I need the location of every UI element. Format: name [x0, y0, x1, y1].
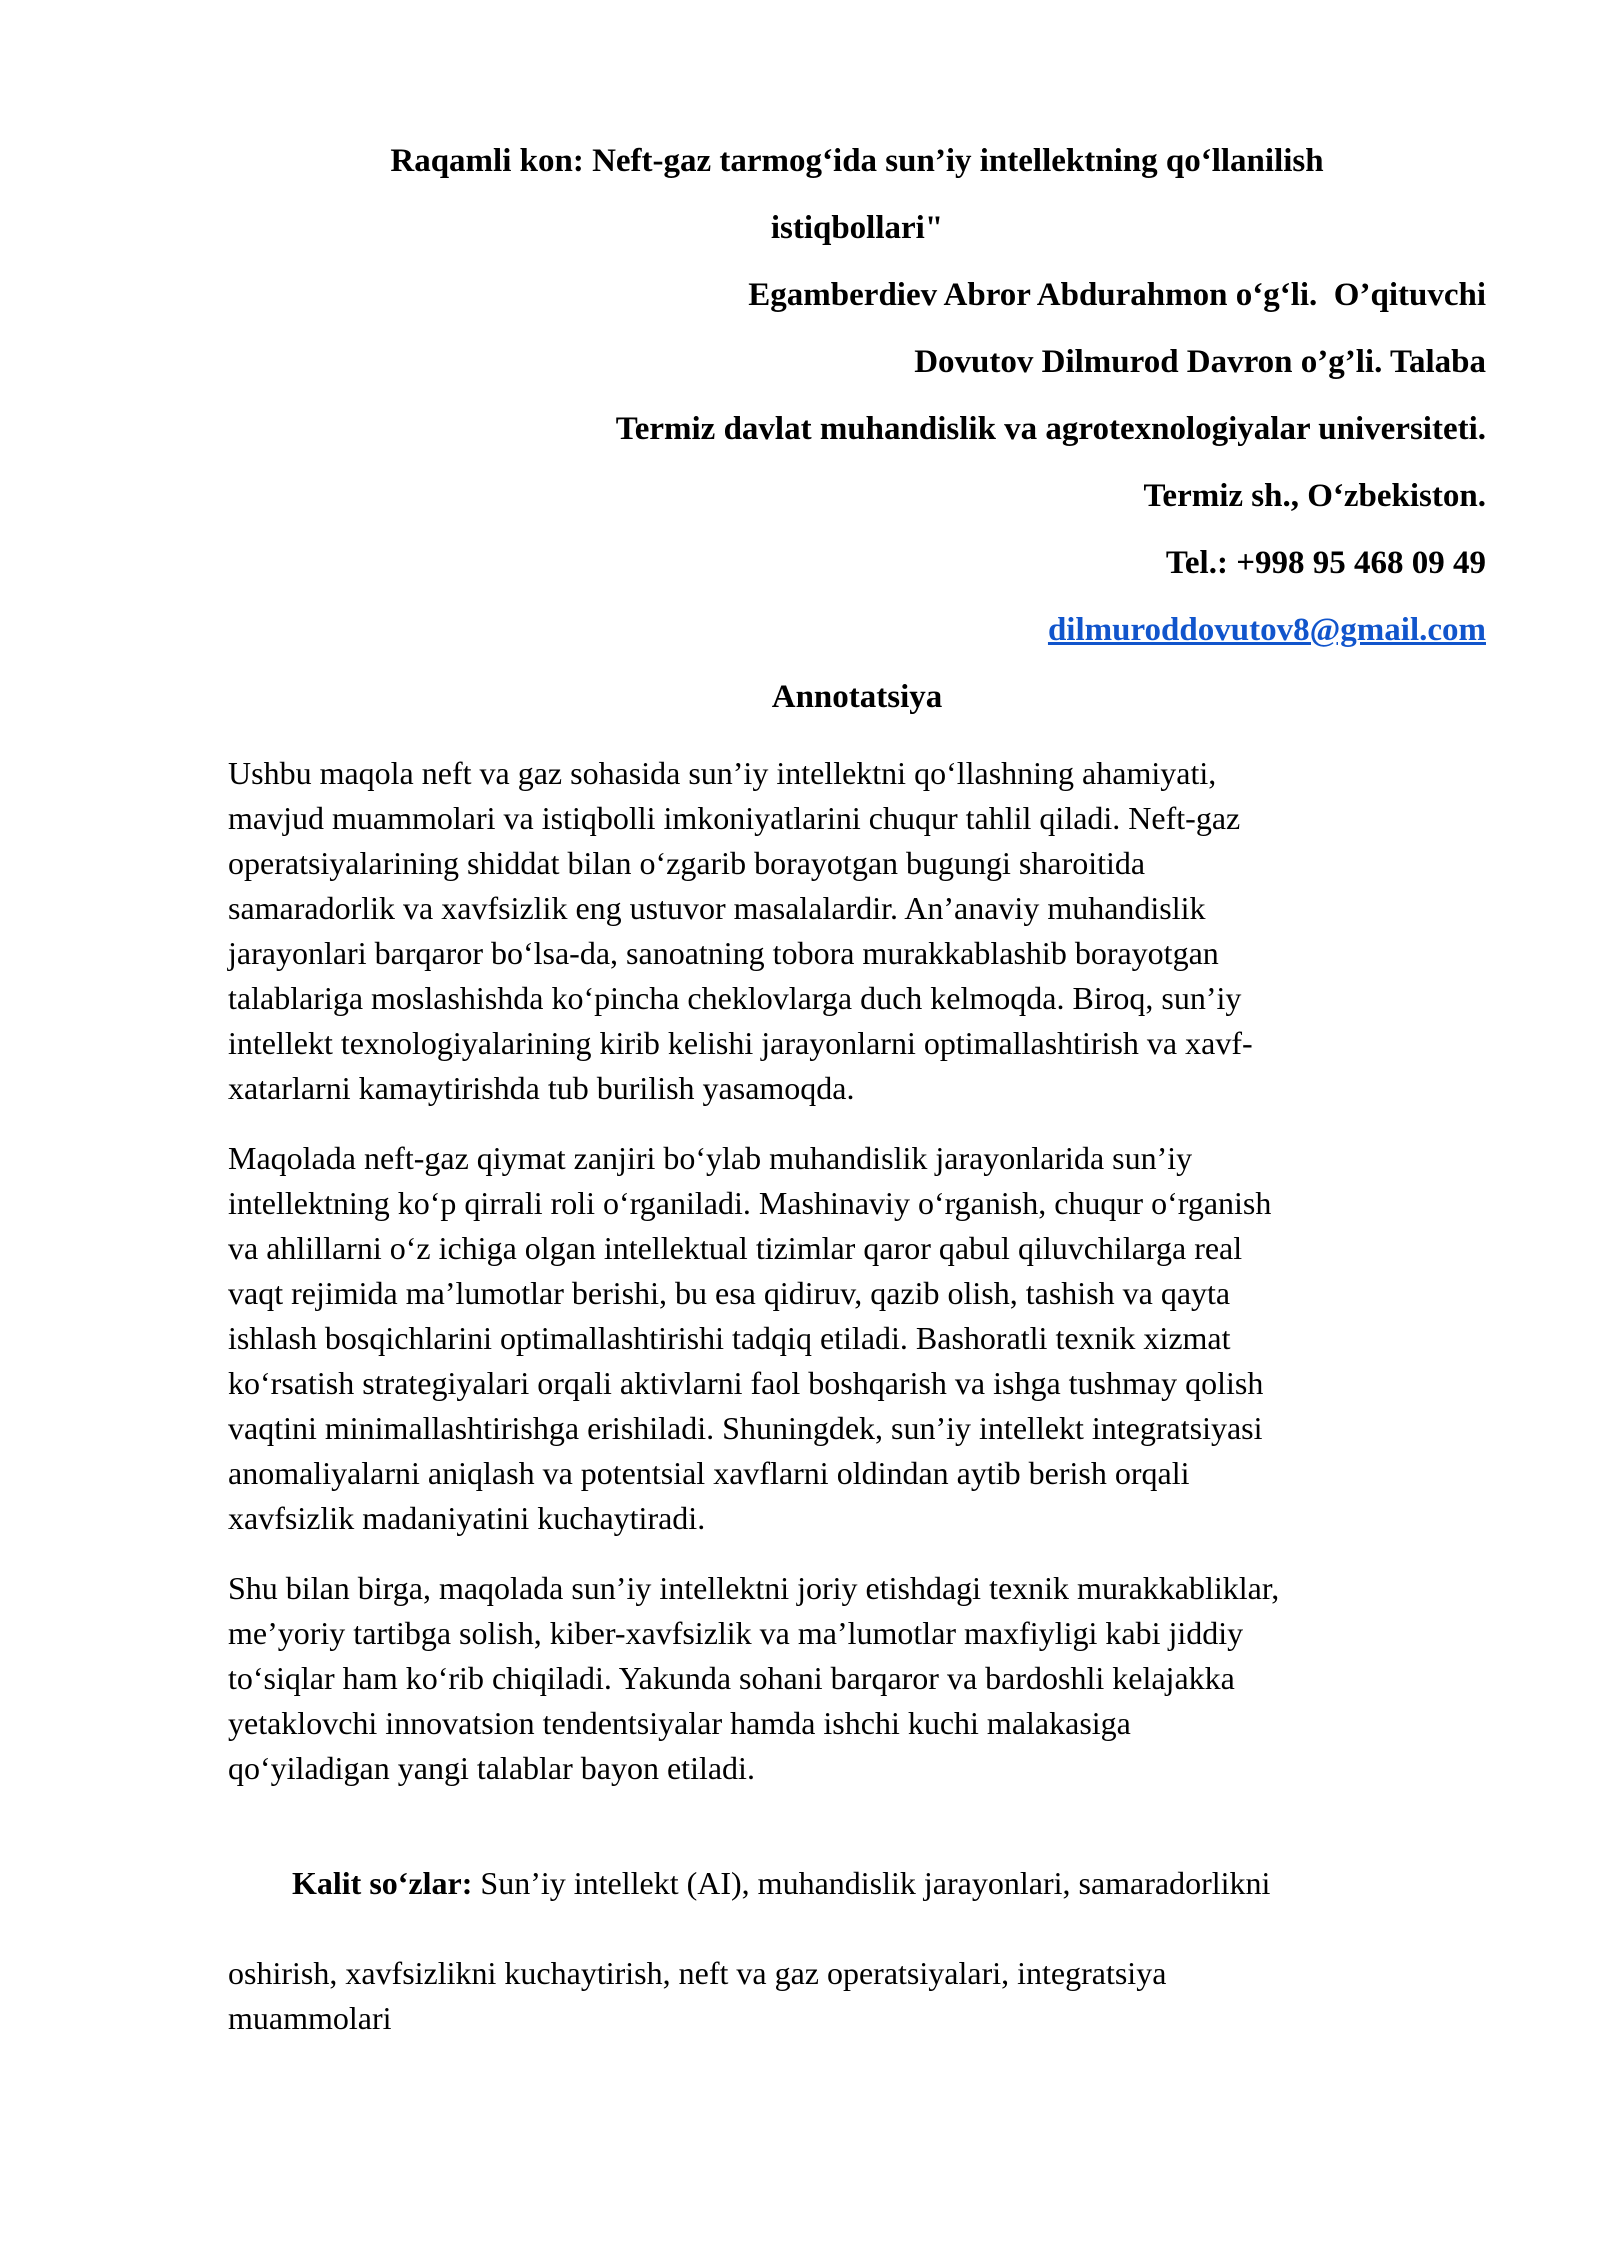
- keywords-paragraph: [228, 1816, 1486, 2041]
- text-line: Egamberdiev Abror Abdurahmon o‘g‘li. O’qituvchi: [748, 277, 1486, 313]
- keywords-rest-lines: [228, 1951, 1486, 2041]
- email-link[interactable]: dilmuroddovutov8@gmail.com: [1047, 612, 1486, 648]
- text-line: intellektning ko‘p qirrali roli o‘rganiladi. Mashinaviy o‘rganish, chuqur o‘rganish: [228, 1185, 1272, 1221]
- text-line: to‘siqlar ham ko‘rib chiqiladi. Yakunda sohani barqaror va bardoshli kelajakka: [228, 1660, 1235, 1696]
- text-line: Ushbu maqola neft va gaz sohasida sun’iy intellektni qo‘llashning ahamiyati,: [228, 755, 1217, 791]
- text-line: ishlash bosqichlarini optimallashtirishi tadqiq etiladi. Bashoratli texnik xizmat: [228, 1320, 1231, 1356]
- text-line: mavjud muammolari va istiqbolli imkoniyatlarini chuqur tahlil qiladi. Neft-gaz: [228, 800, 1241, 836]
- text-line: vaqtini minimallashtirishga erishiladi. Shuningdek, sun’iy intellekt integratsiyasi: [228, 1410, 1263, 1446]
- text-line: Termiz sh., O‘zbekiston.: [1143, 478, 1486, 514]
- abstract-paragraph-1: [228, 751, 1486, 1111]
- text-line: xatarlarni kamaytirishda tub burilish yasamoqda.: [228, 1070, 855, 1106]
- text-line: qo‘yiladigan yangi talablar bayon etiladi.: [228, 1750, 755, 1786]
- text-line: samaradorlik va xavfsizlik eng ustuvor masalalardir. An’anaviy muhandislik: [228, 890, 1206, 926]
- keywords-label: Kalit so‘zlar:: [292, 1865, 473, 1901]
- abstract-paragraph-3: [228, 1566, 1486, 1791]
- text-line: vaqt rejimida ma’lumotlar berishi, bu esa qidiruv, qazib olish, tashish va qayta: [228, 1275, 1231, 1311]
- text-line: va ahlillarni o‘z ichiga olgan intellektual tizimlar qaror qabul qiluvchilarga real: [228, 1230, 1243, 1266]
- text-line: xavfsizlik madaniyatini kuchaytiradi.: [228, 1500, 706, 1536]
- text-line: ko‘rsatish strategiyalari orqali aktivlarni faol boshqarish va ishga tushmay qolish: [228, 1365, 1264, 1401]
- text-line: Raqamli kon: Neft-gaz tarmog‘ida sun’iy intellektning qo‘llanilish: [390, 143, 1324, 179]
- text-line: operatsiyalarining shiddat bilan o‘zgarib borayotgan bugungi sharoitida: [228, 845, 1146, 881]
- abstract-heading: Annotatsiya: [771, 679, 943, 715]
- author-block: [228, 262, 1486, 597]
- text-line: istiqbollari": [770, 210, 944, 246]
- text-line: anomaliyalarni aniqlash va potentsial xavflarni oldindan aytib berish orqali: [228, 1455, 1190, 1491]
- text-line: Maqolada neft-gaz qiymat zanjiri bo‘ylab muhandislik jarayonlarida sun’iy: [228, 1140, 1193, 1176]
- text-line: intellekt texnologiyalarining kirib kelishi jarayonlarni optimallashtirish va xavf-: [228, 1025, 1253, 1061]
- email-row: [228, 597, 1486, 664]
- document-title: [228, 128, 1486, 262]
- keywords-first-line-rest: Sun’iy intellekt (AI), muhandislik jarayonlari, samaradorlikni: [472, 1865, 1271, 1901]
- text-line: oshirish, xavfsizlikni kuchaytirish, neft va gaz operatsiyalari, integratsiya: [228, 1955, 1167, 1991]
- text-line: Dovutov Dilmurod Davron o’g’li. Talaba: [914, 344, 1486, 380]
- text-line: Shu bilan birga, maqolada sun’iy intellektni joriy etishdagi texnik murakkabliklar,: [228, 1570, 1280, 1606]
- text-line: me’yoriy tartibga solish, kiber-xavfsizlik va ma’lumotlar maxfiyligi kabi jiddiy: [228, 1615, 1244, 1651]
- text-line: talablariga moslashishda ko‘pincha cheklovlarga duch kelmoqda. Biroq, sun’iy: [228, 980, 1242, 1016]
- text-line: yetaklovchi innovatsion tendentsiyalar hamda ishchi kuchi malakasiga: [228, 1705, 1131, 1741]
- text-line: Termiz davlat muhandislik va agrotexnologiyalar universiteti.: [615, 411, 1486, 447]
- keywords-first-line: [228, 1816, 1486, 1951]
- text-line: muammolari: [228, 2000, 392, 2036]
- abstract-paragraph-2: [228, 1136, 1486, 1541]
- text-line: jarayonlari barqaror bo‘lsa-da, sanoatning tobora murakkablashib borayotgan: [228, 935, 1219, 971]
- text-line: Tel.: +998 95 468 09 49: [1165, 545, 1486, 581]
- document-content: [228, 128, 1486, 2041]
